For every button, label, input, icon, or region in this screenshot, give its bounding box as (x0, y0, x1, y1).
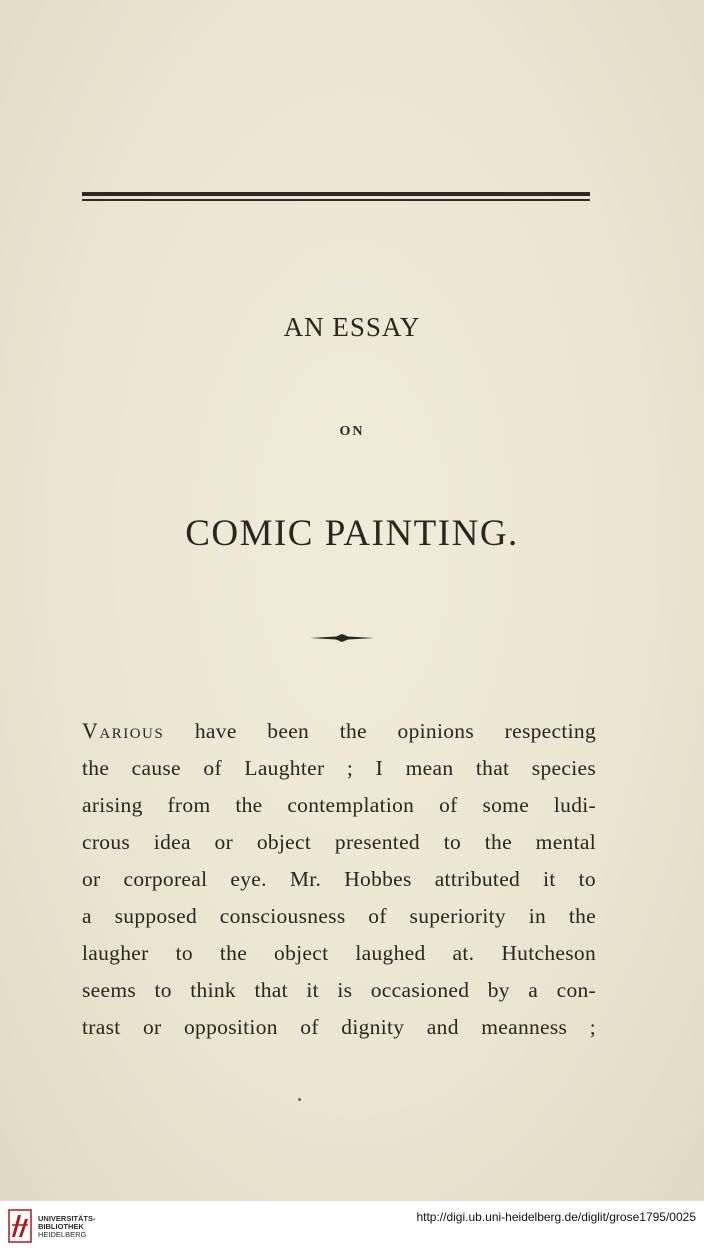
body-paragraph (82, 712, 596, 1046)
body-line: a supposed consciousness of superiority in the (82, 904, 596, 928)
source-url-link[interactable]: http://digi.ub.uni-heidelberg.de/diglit/grose1795/0025 (416, 1210, 696, 1224)
double-rule-divider (82, 192, 590, 202)
thick-rule (82, 192, 590, 196)
body-line: crous idea or object presented to the mental (82, 830, 596, 854)
digitization-footer (0, 1200, 704, 1252)
ornament-dash-icon (310, 632, 374, 644)
body-line (82, 712, 596, 750)
ink-speck (298, 1098, 301, 1101)
library-line-3: HEIDELBERG (38, 1230, 87, 1239)
title-an-essay: AN ESSAY (283, 312, 421, 342)
title-comic-painting: COMIC PAINTING. (185, 513, 519, 554)
library-line-2: BIBLIOTHEK (38, 1222, 84, 1231)
body-line: trast or opposition of dignity and meanness ; (82, 1015, 596, 1039)
body-line: or corporeal eye. Mr. Hobbes attributed it to (82, 867, 596, 891)
library-line-1: UNIVERSITÄTS- (38, 1214, 96, 1223)
body-line: seems to think that it is occasioned by a con- (82, 978, 596, 1002)
body-line: laugher to the object laughed at. Hutcheson (82, 941, 596, 965)
body-line: arising from the contemplation of some ludi- (82, 793, 596, 817)
library-logo-icon (8, 1209, 32, 1243)
title-on: ON (339, 424, 365, 439)
body-line: the cause of Laughter ; I mean that species (82, 756, 596, 780)
library-name (38, 1215, 96, 1239)
thin-rule (82, 199, 590, 201)
body-line-text: have been the opinions respecting (164, 719, 596, 743)
small-caps-lead: Various (82, 718, 165, 743)
